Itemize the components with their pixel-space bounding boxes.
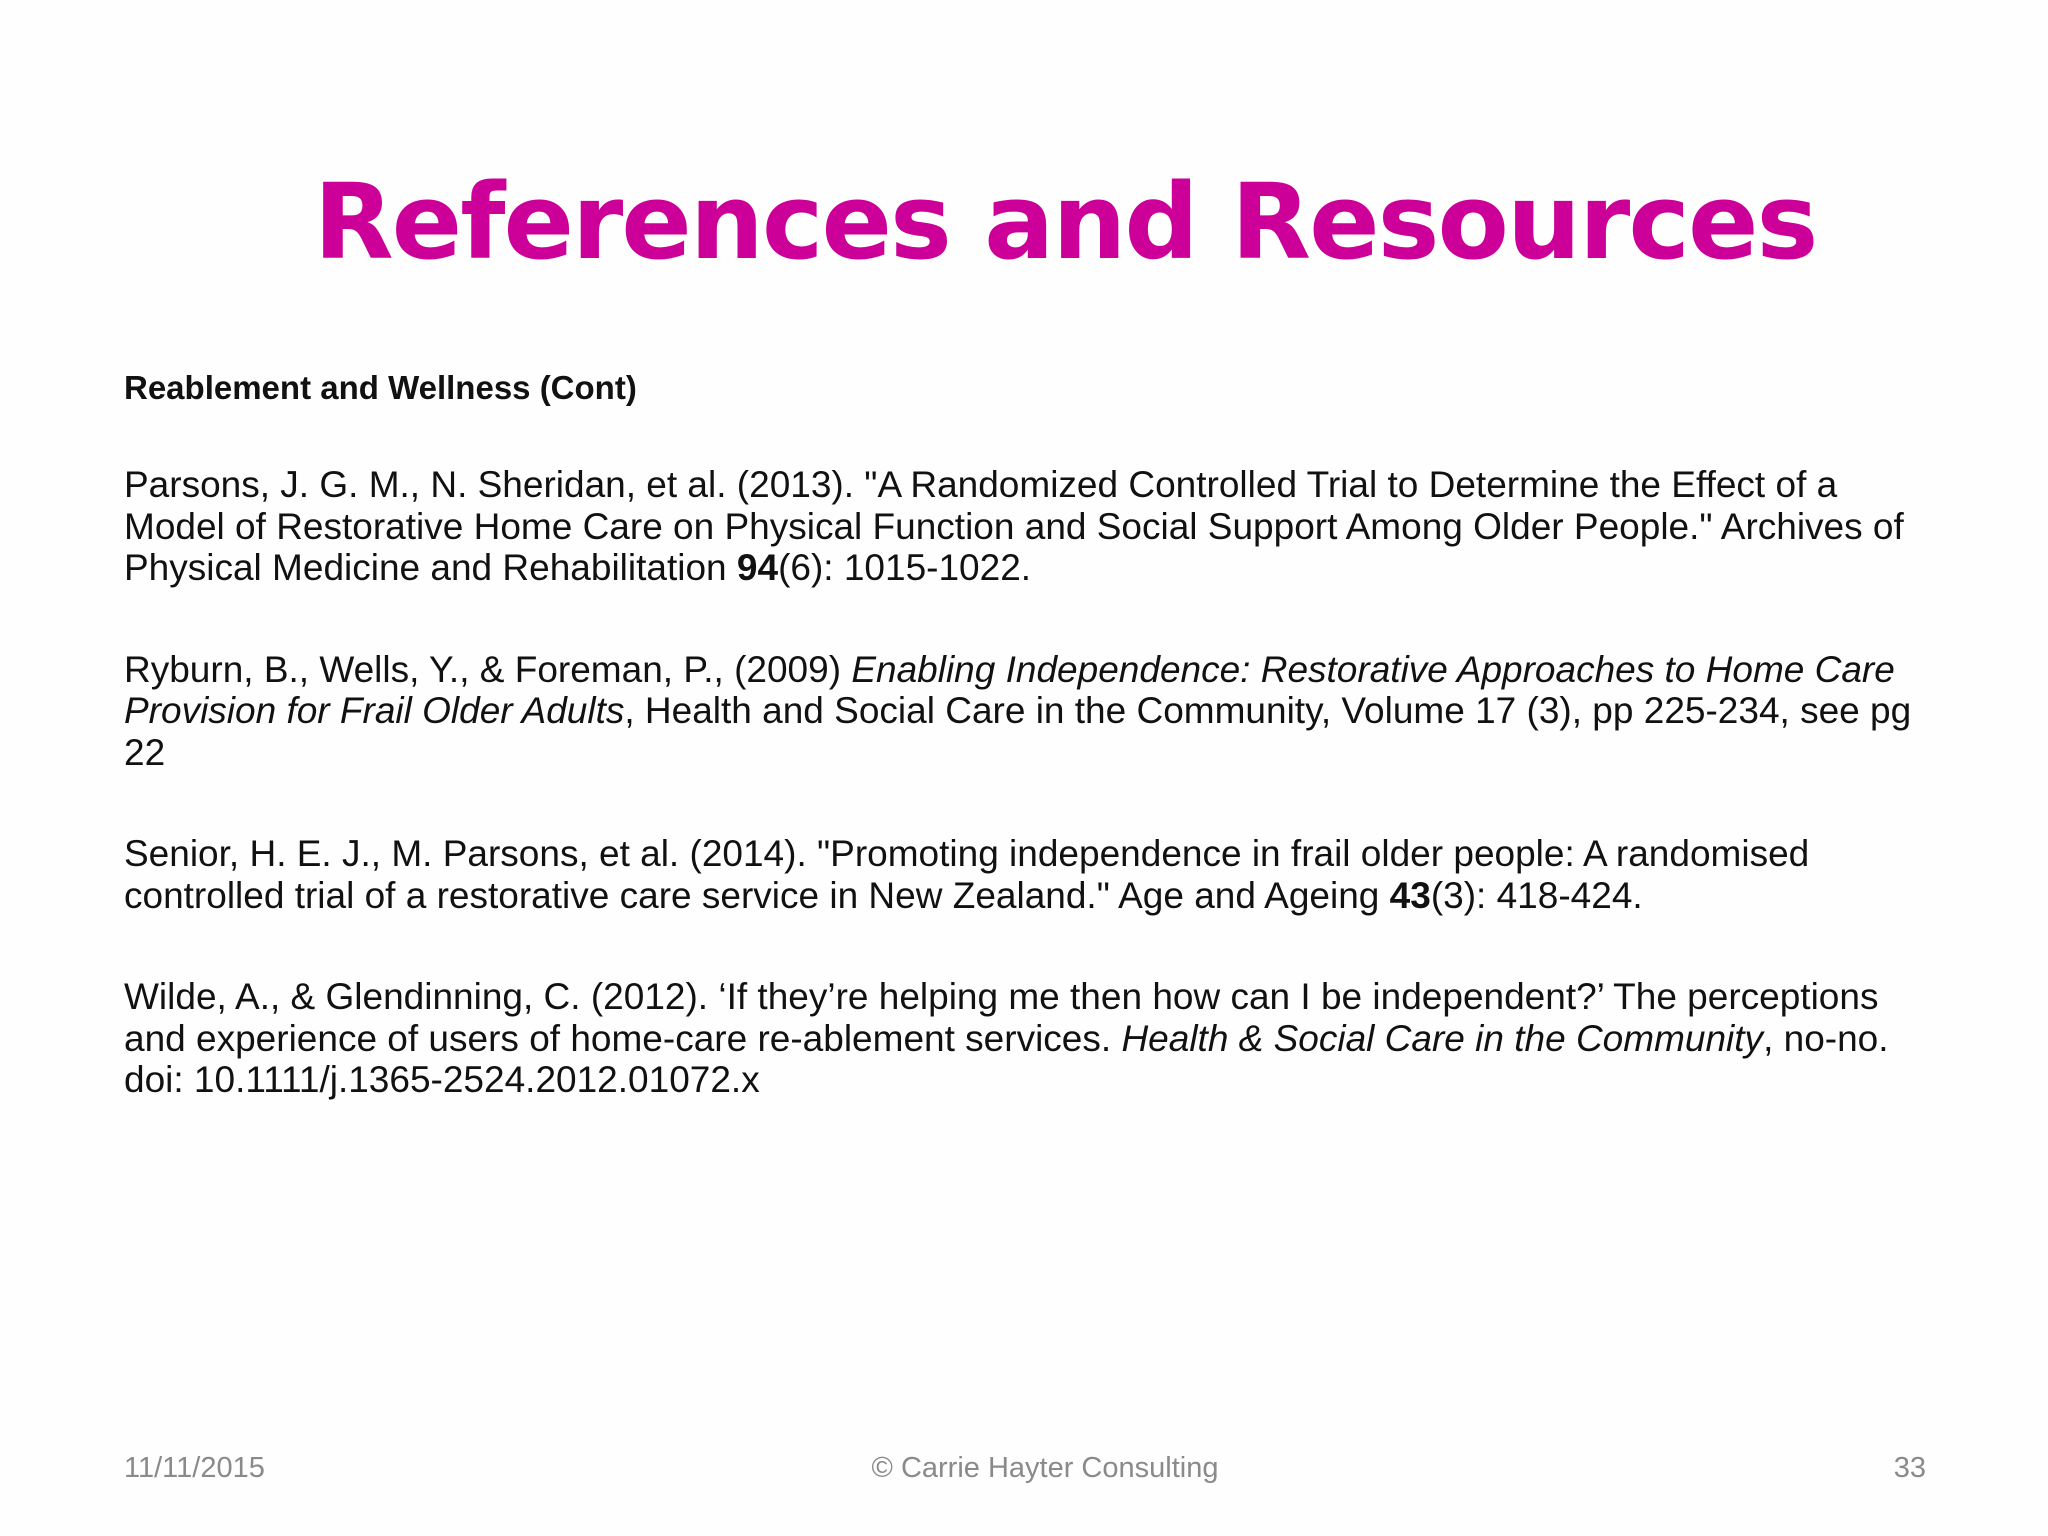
reference-title: Enabling Independence: Restorative Approaches to Home Care Provision for Frail Older Adults: [124, 648, 1895, 731]
reference-text: Ryburn, B., Wells, Y., & Foreman, P., (2009): [124, 648, 852, 690]
reference-text: Parsons, J. G. M., N. Sheridan, et al. (2013). "A Randomized Controlled Trial to Determine the Effect of a Model of Restorative Home Care on Physical Function and Social Support Among Older People." Archives of Physical Medicine and Rehabilitation: [124, 464, 1904, 588]
reference-volume: 94: [736, 547, 779, 588]
reference-journal: Health & Social Care in the Community: [1121, 1017, 1764, 1059]
reference-parsons: [124, 464, 1934, 589]
reference-senior: [124, 833, 1934, 916]
section-subheading: Reablement and Wellness (Cont): [124, 369, 637, 406]
reference-text: Senior, H. E. J., M. Parsons, et al. (2014). "Promoting independence in frail older people: A randomised controlled trial of a restorative care service in New Zealand." Age and Ageing: [124, 833, 1810, 916]
reference-text: (3): 418-424.: [1430, 874, 1643, 916]
reference-volume: 43: [1389, 874, 1431, 916]
reference-text: Wilde, A., & Glendinning, C. (2012). ‘If they’re helping me then how can I be independent?’ The perceptions and experience of users of home-care re-ablement services.: [124, 976, 1879, 1059]
reference-ryburn: [124, 649, 1934, 774]
reference-text: (6): 1015-1022.: [778, 547, 1032, 588]
footer-date: 11/11/2015: [124, 1452, 265, 1484]
reference-text: , Health and Social Care in the Community, Volume 17 (3), pp 225-234, see pg 22: [124, 690, 1912, 773]
reference-wilde: [124, 976, 1934, 1101]
footer-page-number: 33: [1893, 1452, 1926, 1484]
footer-copyright: © Carrie Hayter Consulting: [871, 1452, 1219, 1484]
slide-content: [124, 362, 1934, 1161]
slide-title: References and Resources: [313, 161, 1817, 283]
reference-text: , no-no. doi: 10.1111/j.1365-2524.2012.01072.x: [124, 1017, 1889, 1100]
